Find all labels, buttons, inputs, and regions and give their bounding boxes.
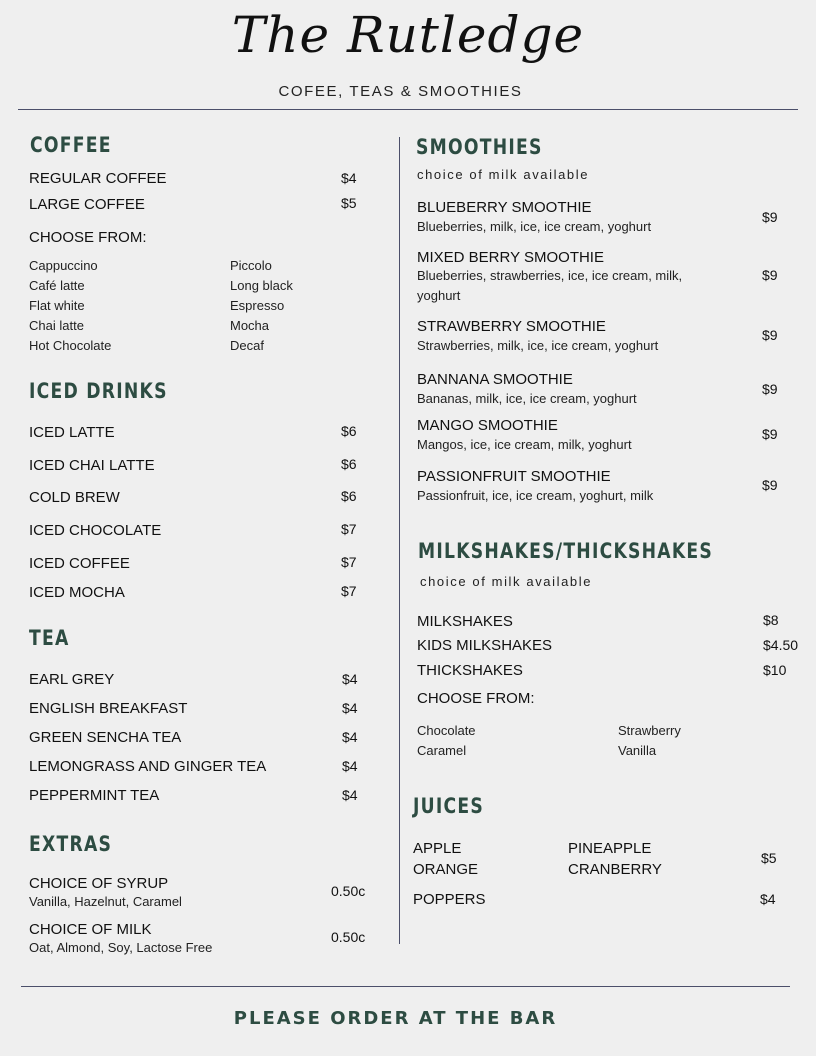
option-item: Chocolate [417,723,476,738]
menu-item-price: $4 [342,700,358,716]
menu-item-description: Passionfruit, ice, ice cream, yoghurt, milk [417,488,654,503]
tagline: COFEE, TEAS & SMOOTHIES [278,83,523,100]
section-title-milkshakes: MILKSHAKES/THICKSHAKES [418,539,714,563]
menu-item-price: $7 [341,583,357,599]
menu-item-price: $4 [342,729,358,745]
option-item: Espresso [230,298,285,313]
menu-item-price: $6 [341,423,357,439]
footer-divider [21,986,790,987]
option-item: Decaf [230,338,264,353]
menu-item-name: GREEN SENCHA TEA [29,729,182,746]
menu-item-description: Strawberries, milk, ice, ice cream, yoghurt [417,338,659,353]
menu-item-price: $9 [762,426,778,442]
menu-item-price: $6 [341,488,357,504]
column-divider [399,137,400,944]
section-note: choice of milk available [420,574,593,589]
menu-item-name: BANNANA SMOOTHIE [417,371,573,388]
menu-item-name: BLUEBERRY SMOOTHIE [417,199,592,216]
header-divider [18,109,798,110]
menu-item-price: $9 [762,267,778,283]
footer-note: PLEASE ORDER AT THE BAR [233,1008,558,1029]
menu-item-name: REGULAR COFFEE [29,170,167,187]
section-title-tea: TEA [29,626,70,650]
menu-item-price: $5 [341,195,357,211]
menu-item-name: LEMONGRASS AND GINGER TEA [29,758,267,775]
menu-item-price: $4 [760,891,776,907]
option-item: Flat white [29,298,85,313]
option-item: Chai latte [29,318,84,333]
menu-item-price: $4.50 [763,637,799,653]
section-title-extras: EXTRAS [29,832,113,856]
menu-item-price: $4 [342,758,358,774]
menu-item-price: $8 [763,612,779,628]
menu-item-price: 0.50c [331,929,366,945]
menu-item-name: EARL GREY [29,671,115,688]
section-note: choice of milk available [417,167,590,182]
menu-item-description: Blueberries, strawberries, ice, ice cream, milk, [417,268,683,283]
juice-item: PINEAPPLE [568,840,652,857]
menu-item-name: MILKSHAKES [417,613,513,630]
menu-item-price: $9 [762,477,778,493]
option-item: Mocha [230,318,270,333]
section-title-iced-drinks: ICED DRINKS [29,379,168,403]
menu-item-name: MIXED BERRY SMOOTHIE [417,249,604,266]
menu-item-price: $9 [762,327,778,343]
menu-item-name: PEPPERMINT TEA [29,787,160,804]
menu-item-name: STRAWBERRY SMOOTHIE [417,318,606,335]
menu-item-name: PASSIONFRUIT SMOOTHIE [417,468,611,485]
menu-item-name: ICED LATTE [29,424,115,441]
menu-item-name: ICED MOCHA [29,584,125,601]
menu-item-description: Oat, Almond, Soy, Lactose Free [29,940,213,955]
menu-item-name: CHOICE OF SYRUP [29,875,169,892]
menu-item-price: $4 [341,170,357,186]
option-item: Cappuccino [29,258,98,273]
menu-item-price: $10 [763,662,787,678]
menu-item-price: $9 [762,381,778,397]
menu-item-price: $4 [342,787,358,803]
menu-item-name: THICKSHAKES [417,662,523,679]
logo: The Rutledge [231,6,585,64]
menu-item-name: ICED CHOCOLATE [29,522,162,539]
menu-item-name: CHOICE OF MILK [29,921,152,938]
menu-item-price: $7 [341,554,357,570]
juice-item: APPLE [413,840,462,857]
section-title-juices: JUICES [413,794,484,818]
menu-item-price: 0.50c [331,883,366,899]
menu-item-name: POPPERS [413,891,486,908]
menu-item-description: Mangos, ice, ice cream, milk, yoghurt [417,437,632,452]
menu-item-price: $4 [342,671,358,687]
juice-item: ORANGE [413,861,479,878]
option-item: Café latte [29,278,85,293]
menu-item-name: KIDS MILKSHAKES [417,637,553,654]
menu-item-name: MANGO SMOOTHIE [417,417,558,434]
menu-item-name: ICED COFFEE [29,555,130,572]
section-title-smoothies: SMOOTHIES [416,135,543,159]
option-item: Strawberry [618,723,681,738]
option-item: Hot Chocolate [29,338,112,353]
option-item: Vanilla [618,743,657,758]
choose-from-label: CHOOSE FROM: [417,690,535,707]
section-title-coffee: COFFEE [30,133,112,157]
menu-item-price: $6 [341,456,357,472]
menu-item-price: $7 [341,521,357,537]
menu-item-description: yoghurt [417,288,461,303]
menu-item-name: ICED CHAI LATTE [29,457,155,474]
menu-item-name: COLD BREW [29,489,120,506]
option-item: Caramel [417,743,467,758]
menu-item-description: Blueberries, milk, ice, ice cream, yoghurt [417,219,652,234]
menu-item-description: Vanilla, Hazelnut, Caramel [29,894,182,909]
menu-item-name: LARGE COFFEE [29,196,145,213]
juice-price: $5 [761,850,777,866]
option-item: Long black [230,278,293,293]
menu-item-name: ENGLISH BREAKFAST [29,700,188,717]
option-item: Piccolo [230,258,272,273]
juice-item: CRANBERRY [568,861,662,878]
menu-item-description: Bananas, milk, ice, ice cream, yoghurt [417,391,637,406]
menu-item-price: $9 [762,209,778,225]
choose-from-label: CHOOSE FROM: [29,229,147,246]
